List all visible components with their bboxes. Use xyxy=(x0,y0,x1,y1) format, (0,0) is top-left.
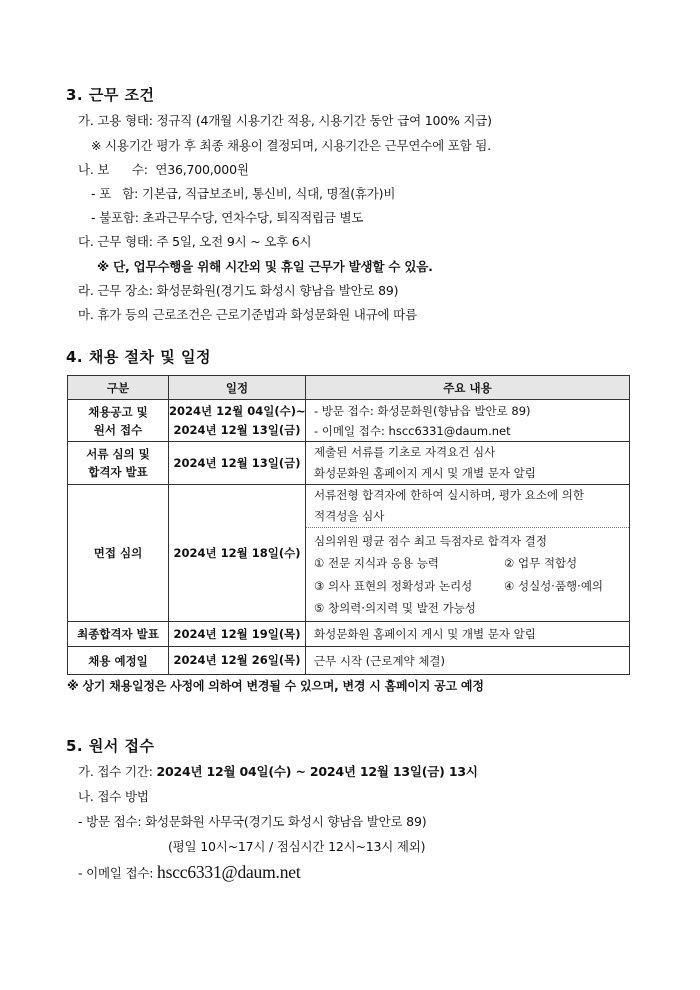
header-schedule: 일정 xyxy=(169,376,306,400)
application-period-value: 2024년 12월 04일(수) ~ 2024년 12월 13일(금) 13시 xyxy=(156,764,478,779)
email-address[interactable]: hscc6331@daum.net xyxy=(157,862,301,882)
category-line: 합격자 발표 xyxy=(88,465,148,479)
criterion-3: ③ 의사 표현의 정확성과 논리성 xyxy=(314,578,473,593)
date-line: 2024년 12월 04일(수)~ xyxy=(169,403,306,418)
salary-included-line: - 포 함: 기본급, 직급보조비, 통신비, 식대, 명절(휴가)비 xyxy=(91,186,396,201)
row-category: 채용 예정일 xyxy=(68,647,169,675)
detail-line: 적격성을 심사 xyxy=(314,509,385,523)
detail-line: 화성문화원 홈페이지 게시 및 개별 문자 알림 xyxy=(314,466,536,480)
row-category: 면접 심의 xyxy=(68,485,169,622)
criterion-1: ① 전문 지식과 응용 능력 xyxy=(314,556,439,570)
header-category: 구분 xyxy=(68,376,169,400)
criteria-row xyxy=(314,552,625,575)
schedule-change-note: ※ 상기 채용일정은 사정에 의하여 변경될 수 있으며, 변경 시 홈페이지 공고 예정 xyxy=(67,679,484,693)
row-category xyxy=(68,442,169,485)
work-schedule-line: 다. 근무 형태: 주 5일, 오전 9시 ~ 오후 6시 xyxy=(78,234,312,249)
row-date xyxy=(169,400,306,442)
email-application-line xyxy=(78,862,300,883)
table-row xyxy=(68,485,630,528)
table-row xyxy=(68,622,630,647)
detail-line: 심의위원 평균 점수 최고 득점자로 합격자 결정 xyxy=(314,533,548,548)
visit-application-line: - 방문 접수: 화성문화원 사무국(경기도 화성시 향남읍 발안로 89) xyxy=(78,814,427,829)
leave-conditions-line: 마. 휴가 등의 근로조건은 근로기준법과 화성문화원 내규에 따름 xyxy=(78,307,417,322)
row-category: 최종합격자 발표 xyxy=(68,622,169,647)
application-period-label: 가. 접수 기간: xyxy=(78,764,157,779)
criteria-row xyxy=(314,575,625,598)
section-3-title: 3. 근무 조건 xyxy=(66,86,155,104)
table-row xyxy=(68,647,630,675)
row-details-criteria xyxy=(306,528,630,622)
category-line: 서류 심의 및 xyxy=(86,447,150,461)
row-details xyxy=(306,442,630,485)
row-details: 근무 시작 (근로계약 체결) xyxy=(306,647,630,675)
criterion-2: ② 업무 적합성 xyxy=(504,556,578,570)
detail-line: 제출된 서류를 기초로 자격요건 심사 xyxy=(314,445,496,459)
probation-note: ※ 시용기간 평가 후 최종 채용이 결정되며, 시용기간은 근무연수에 포함 됨. xyxy=(91,138,491,153)
date-line: 2024년 12월 13일(금) xyxy=(173,422,301,437)
section-4-title: 4. 채용 절차 및 일정 xyxy=(66,348,211,366)
email-application-label: - 이메일 접수: xyxy=(78,865,158,881)
overtime-note: ※ 단, 업무수행을 위해 시간외 및 휴일 근무가 발생할 수 있음. xyxy=(97,259,433,274)
visit-hours-line: (평일 10시~17시 / 점심시간 12시~13시 제외) xyxy=(168,839,426,854)
category-line: 원서 접수 xyxy=(93,422,143,437)
row-category xyxy=(68,400,169,442)
salary-line: 나. 보 수: 연36,700,000원 xyxy=(78,162,249,177)
employment-type-line: 가. 고용 형태: 정규직 (4개월 시용기간 적용, 시용기간 동안 급여 100% 지급) xyxy=(78,113,492,128)
table-row xyxy=(68,442,630,485)
row-details: 화성문화원 홈페이지 게시 및 개별 문자 알림 xyxy=(306,622,630,647)
header-details: 주요 내용 xyxy=(306,376,630,400)
row-details-method xyxy=(306,485,630,528)
row-date: 2024년 12월 18일(수) xyxy=(169,485,306,622)
row-details xyxy=(306,400,630,442)
application-period-line xyxy=(78,762,478,780)
row-date: 2024년 12월 13일(금) xyxy=(169,442,306,485)
category-line: 채용공고 및 xyxy=(88,404,148,419)
table-header-row xyxy=(68,376,630,400)
row-date: 2024년 12월 19일(목) xyxy=(169,622,306,647)
criterion-4: ④ 성실성·품행·예의 xyxy=(504,578,604,593)
work-location-line: 라. 근무 장소: 화성문화원(경기도 화성시 향남읍 발안로 89) xyxy=(78,283,399,298)
criterion-5: ⑤ 창의력·의지력 및 발전 가능성 xyxy=(314,601,476,615)
row-date: 2024년 12월 26일(목) xyxy=(169,647,306,675)
detail-line: - 이메일 접수: hscc6331@daum.net xyxy=(314,423,511,438)
salary-excluded-line: - 불포함: 초과근무수당, 연차수당, 퇴직적립금 별도 xyxy=(91,210,364,225)
detail-line: 서류전형 합격자에 한하여 실시하며, 평가 요소에 의한 xyxy=(314,488,584,502)
detail-line: - 방문 접수: 화성문화원(향남읍 발안로 89) xyxy=(314,403,531,418)
schedule-table xyxy=(67,375,630,675)
application-method-line: 나. 접수 방법 xyxy=(78,789,149,804)
table-row xyxy=(68,400,630,442)
section-5-title: 5. 원서 접수 xyxy=(66,737,155,755)
